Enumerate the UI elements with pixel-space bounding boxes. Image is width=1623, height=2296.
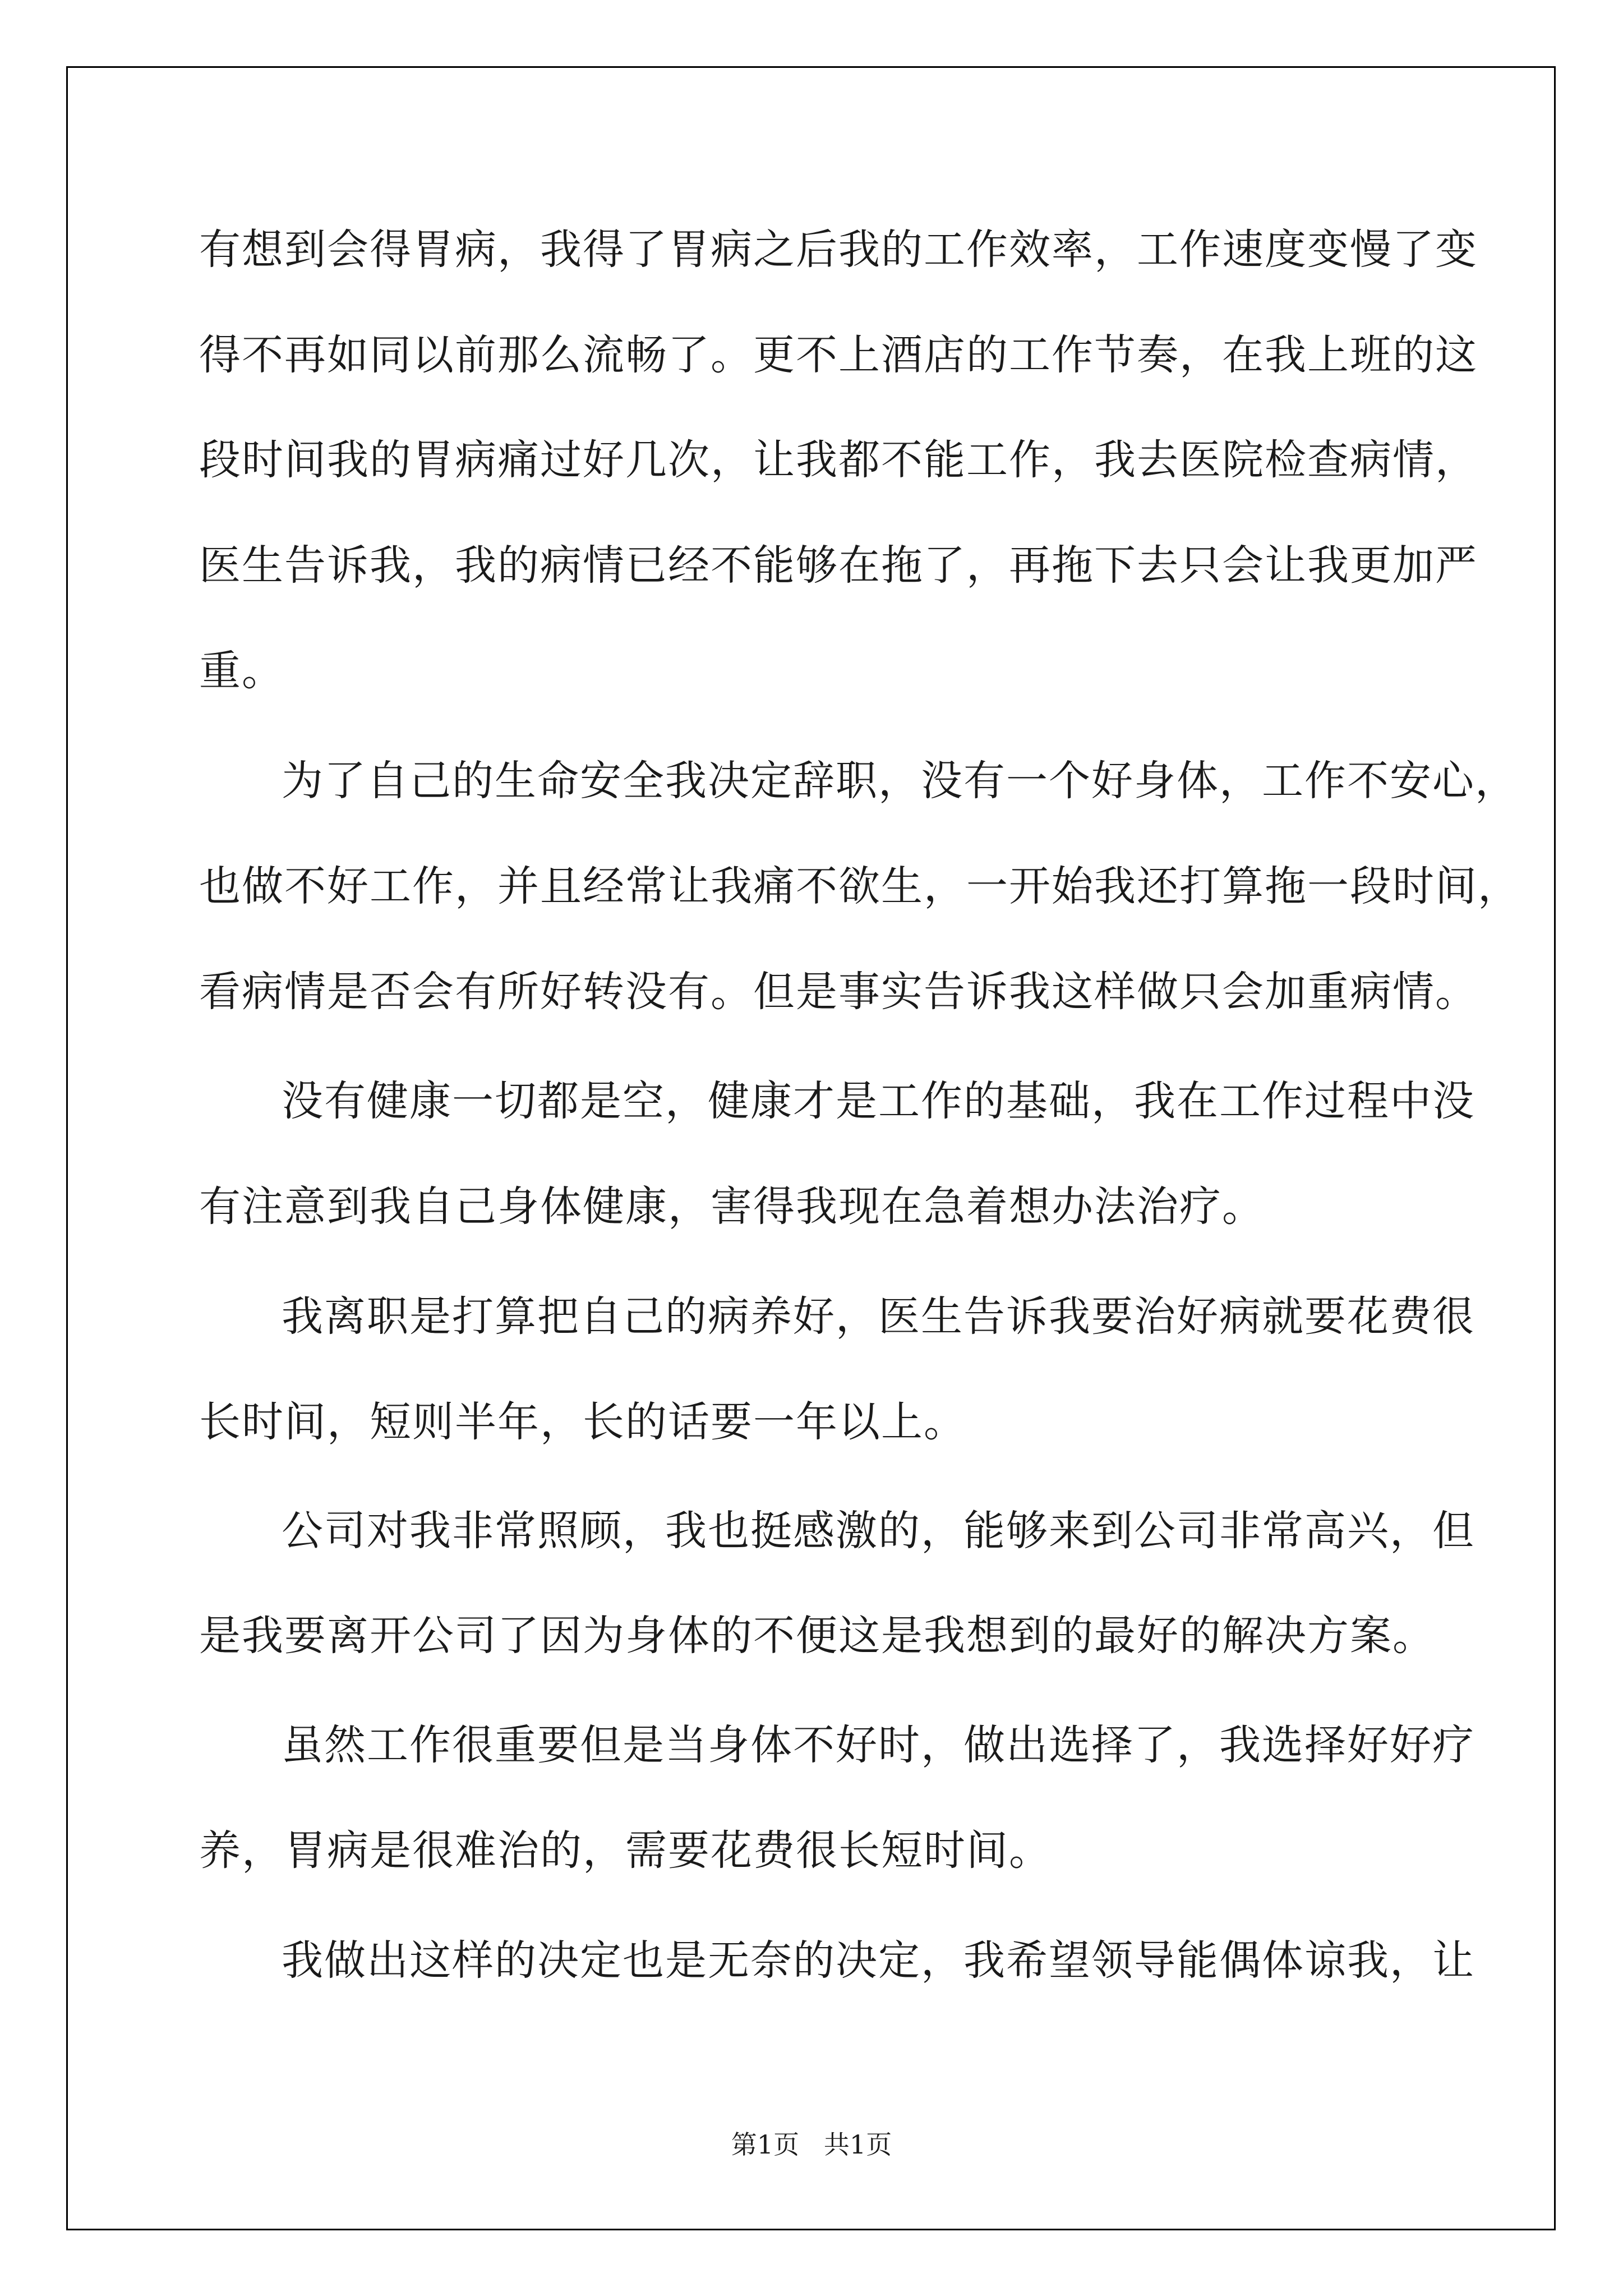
- text-line: 段时间我的胃病痛过好几次，让我都不能工作，我去医院检查病情，: [199, 436, 1478, 484]
- text-line: 医生告诉我，我的病情已经不能够在拖了，再拖下去只会让我更加严: [199, 541, 1478, 590]
- text-line: 有注意到我自己身体健康，害得我现在急着想办法治疗。: [199, 1182, 1265, 1231]
- text-line: 得不再如同以前那么流畅了。更不上酒店的工作节奏，在我上班的这: [199, 331, 1478, 379]
- text-line: 是我要离开公司了因为身体的不便这是我想到的最好的解决方案。: [199, 1612, 1435, 1660]
- page-border: [66, 66, 1556, 2230]
- paragraph-first-line: 虽然工作很重要但是当身体不好时，做出选择了，我选择好好疗: [282, 1721, 1475, 1769]
- paragraph-first-line: 公司对我非常照顾，我也挺感激的，能够来到公司非常高兴，但: [282, 1507, 1475, 1555]
- text-line: 看病情是否会有所好转没有。但是事实告诉我这样做只会加重病情。: [199, 968, 1478, 1016]
- paragraph-first-line: 为了自己的生命安全我决定辞职，没有一个好身体，工作不安心，: [282, 757, 1518, 805]
- text-line: 养，胃病是很难治的，需要花费很长短时间。: [199, 1826, 1052, 1875]
- text-line: 重。: [199, 647, 284, 695]
- text-line: 长时间，短则半年，长的话要一年以上。: [199, 1398, 966, 1446]
- text-line: 有想到会得胃病，我得了胃病之后我的工作效率，工作速度变慢了变: [199, 226, 1478, 274]
- paragraph-first-line: 我离职是打算把自己的病养好，医生告诉我要治好病就要花费很: [282, 1292, 1475, 1341]
- paragraph-first-line: 没有健康一切都是空，健康才是工作的基础，我在工作过程中没: [282, 1077, 1475, 1125]
- paragraph-first-line: 我做出这样的决定也是无奈的决定，我希望领导能偶体谅我，让: [282, 1936, 1475, 1985]
- text-line: 也做不好工作，并且经常让我痛不欲生，一开始我还打算拖一段时间，: [199, 862, 1520, 910]
- page-number-footer: 第1页 共1页: [731, 2129, 892, 2160]
